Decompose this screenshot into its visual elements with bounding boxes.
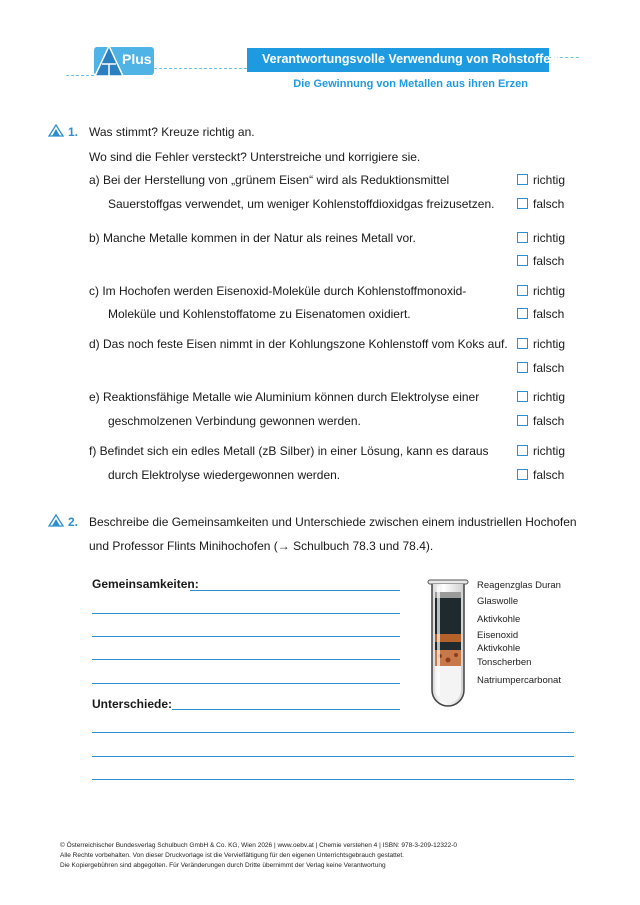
tube-label: Aktivkohle (477, 643, 521, 654)
answer-line[interactable] (92, 636, 400, 637)
checkbox-richtig[interactable]: richtig (517, 284, 565, 298)
checkbox-falsch[interactable]: falsch (517, 254, 564, 268)
task2-line1: Beschreibe die Gemeinsamkeiten und Unterschiede zwischen einem industriellen Hochofen (89, 515, 577, 529)
answer-line[interactable] (172, 709, 400, 710)
tube-label: Tonscherben (477, 657, 532, 668)
checkbox-richtig[interactable]: richtig (517, 390, 565, 404)
statement-a-line2: Sauerstoffgas verwendet, um weniger Kohlenstoffdioxidgas freizusetzen. (108, 197, 495, 211)
checkbox-falsch[interactable]: falsch (517, 414, 564, 428)
checkbox-richtig[interactable]: richtig (517, 444, 565, 458)
label-gemeinsamkeiten: Gemeinsamkeiten: (92, 577, 199, 591)
tube-label: Glaswolle (477, 596, 519, 607)
footer-line: © Österreichischer Bundesverlag Schulbuch GmbH & Co. KG, Wien 2026 | www.oebv.at | Chemie verstehen 4 | ISBN: 978-3-209-12322-0 (60, 842, 458, 849)
checkbox-icon (517, 362, 528, 373)
footer-line: Alle Rechte vorbehalten. Von dieser Druckvorlage ist die Vervielfältigung für den eigenen Unterrichtsgebrauch gestattet. (60, 852, 404, 859)
checkbox-icon (517, 232, 528, 243)
checkbox-falsch[interactable]: falsch (517, 197, 564, 211)
answer-line[interactable] (92, 732, 574, 733)
checkbox-falsch[interactable]: falsch (517, 361, 564, 375)
checkbox-richtig[interactable]: richtig (517, 231, 565, 245)
checkbox-icon (517, 285, 528, 296)
answer-line[interactable] (92, 613, 400, 614)
header-dash-mid (154, 68, 247, 69)
statement-d-line1: d) Das noch feste Eisen nimmt in der Kohlungszone Kohlenstoff vom Koks auf. (89, 337, 508, 351)
header-title: Verantwortungsvolle Verwendung von Rohstoffen (262, 52, 558, 66)
checkbox-falsch[interactable]: falsch (517, 468, 564, 482)
task-difficulty-icon (48, 514, 64, 527)
header-subtitle: Die Gewinnung von Metallen aus ihren Erzen (293, 78, 528, 90)
task1-intro1: Was stimmt? Kreuze richtig an. (89, 125, 255, 139)
statement-b-line1: b) Manche Metalle kommen in der Natur als reines Metall vor. (89, 231, 416, 245)
tube-label: Natriumpercarbonat (477, 675, 561, 686)
statement-e-line1: e) Reaktionsfähige Metalle wie Aluminium können durch Elektrolyse einer (89, 390, 480, 404)
checkbox-icon (517, 308, 528, 319)
answer-line[interactable] (92, 683, 400, 684)
statement-f-line1: f) Befindet sich ein edles Metall (zB Silber) in einer Lösung, kann es daraus (89, 444, 489, 458)
answer-line[interactable] (92, 779, 574, 780)
checkbox-richtig[interactable]: richtig (517, 173, 565, 187)
checkbox-icon (517, 469, 528, 480)
tube-label: Eisenoxid (477, 630, 519, 641)
checkbox-icon (517, 338, 528, 349)
tube-label: Reagenzglas Duran (477, 580, 561, 591)
statement-e-line2: geschmolzenen Verbindung gewonnen werden. (108, 414, 361, 428)
triangle-logo-icon (94, 44, 124, 78)
checkbox-icon (517, 445, 528, 456)
task-difficulty-icon (48, 124, 64, 137)
tube-label: Aktivkohle (477, 614, 521, 625)
checkbox-richtig[interactable]: richtig (517, 337, 565, 351)
statement-f-line2: durch Elektrolyse wiedergewonnen werden. (108, 468, 341, 482)
checkbox-icon (517, 415, 528, 426)
label-unterschiede: Unterschiede: (92, 697, 173, 711)
task1-intro2: Wo sind die Fehler versteckt? Unterstreiche und korrigiere sie. (89, 150, 421, 164)
answer-line[interactable] (92, 756, 574, 757)
checkbox-icon (517, 174, 528, 185)
task2-number: 2. (68, 515, 79, 529)
statement-a-line1: a) Bei der Herstellung von „grünem Eisen“ wird als Reduktionsmittel (89, 173, 450, 187)
checkbox-falsch[interactable]: falsch (517, 307, 564, 321)
logo-label: Plus (122, 51, 152, 67)
checkbox-icon (517, 198, 528, 209)
task2-line2: und Professor Flints Minihochofen (→ Schulbuch 78.3 und 78.4). (89, 539, 434, 553)
answer-line[interactable] (92, 659, 400, 660)
footer-line: Die Kopiergebühren sind abgegolten. Für Veränderungen durch Dritte übernimmt der Verlag keine Verantwortung (60, 862, 386, 869)
checkbox-icon (517, 391, 528, 402)
header-dash-left (66, 75, 94, 76)
answer-line[interactable] (190, 590, 400, 591)
task1-number: 1. (68, 125, 79, 139)
statement-c-line2: Moleküle und Kohlenstoffatome zu Eisenatomen oxidiert. (108, 307, 411, 321)
test-tube-illustration (426, 578, 470, 712)
statement-c-line1: c) Im Hochofen werden Eisenoxid-Moleküle durch Kohlenstoffmonoxid- (89, 284, 467, 298)
checkbox-icon (517, 255, 528, 266)
